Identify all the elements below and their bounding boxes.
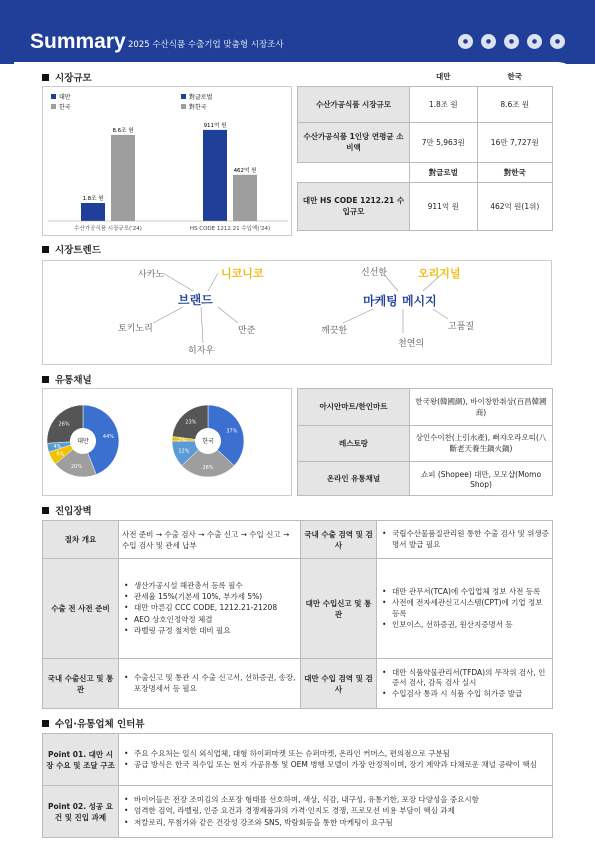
cell: 상인수이찬(上引水產), 뻐쟈오라오띠(八斷老天養生鍋火鍋) — [410, 425, 553, 462]
trend-keyword: 마케팅 메시지 — [363, 294, 437, 308]
cell: 쇼피 (Shopee) 대만, 모모샵(Momo Shop) — [410, 462, 553, 496]
pie-label: 23% — [185, 419, 197, 426]
section-title: 진입장벽 — [55, 506, 92, 517]
row-label: 레스토랑 — [298, 425, 410, 462]
bar-data-label: 1.8조 원 — [82, 196, 104, 202]
list-item: • 엄격한 검역, 라벨링, 인증 요건과 경쟁제품과의 가격·인지도 경쟁, 프로모션 비용 부담이 핵심 과제 — [122, 806, 549, 816]
section-title: 시장규모 — [55, 73, 92, 84]
legend-korea: 對한국 — [189, 104, 207, 111]
trend-word: 사카노 — [138, 270, 165, 280]
cell: 462억 원(1위) — [477, 182, 553, 230]
legend-swatch-kr — [51, 104, 56, 109]
fish-icon: ● — [458, 34, 473, 49]
trend-wordmap — [42, 260, 552, 365]
trend-lines — [43, 261, 553, 366]
row-label: 국내 수출신고 및 통관 — [43, 659, 119, 709]
cell: 1.8조 원 — [410, 86, 478, 122]
channel-pies — [42, 388, 292, 496]
trend-word: 신선한 — [361, 268, 388, 278]
pie-label: 37% — [226, 428, 238, 435]
trend-word: 깨끗한 — [321, 326, 348, 336]
row-label: 수출 전 사전 준비 — [43, 559, 119, 659]
row-label: Point 02. 성공 요건 및 진입 과제 — [43, 786, 119, 838]
shrimp-icon: ● — [481, 34, 496, 49]
list-item: • 주요 수요처는 일식 외식업체, 대형 하이퍼마켓 또는 슈퍼마켓, 온라인 커머스, 편의점으로 구분됨 — [122, 749, 549, 759]
section-entry — [42, 503, 92, 517]
seaweed-icon: ● — [527, 34, 542, 49]
list-item: • 인보이스, 선하증권, 원산지증명서 등 — [380, 620, 549, 630]
section-bullet — [42, 74, 49, 81]
cell: 7만 5,963원 — [410, 122, 478, 162]
col-korea: 對한국 — [477, 162, 553, 182]
list-item: • 라벨링 규정 철저한 대비 필요 — [122, 626, 297, 636]
section-bullet — [42, 720, 49, 727]
cell: 사전 준비 → 수출 검사 → 수출 신고 → 수입 신고 → 수입 검사 및 관세 납부 — [119, 521, 301, 559]
legend-swatch-global — [181, 94, 186, 99]
section-interview — [42, 716, 145, 730]
section-title: 유통채널 — [55, 375, 92, 386]
cell: 911억 원 — [410, 182, 478, 230]
legend-global: 對글로벌 — [189, 94, 213, 101]
row-label: 대만 HS CODE 1212.21 수입규모 — [298, 182, 410, 230]
cell: 8.6조 원 — [477, 86, 553, 122]
row-label: 온라인 유통채널 — [298, 462, 410, 496]
section-title: 수입·유통업체 인터뷰 — [55, 719, 145, 730]
legend-swatch-tw — [51, 94, 56, 99]
list-item: • 수출신고 및 통관 시 수출 신고서, 선하증권, 송장, 포장명세서 등 필요 — [122, 673, 297, 693]
bar-category-label: HS CODE 1212.21 수입액('24) — [189, 226, 271, 232]
row-label: 수산가공식품 시장규모 — [298, 86, 410, 122]
pie-label: 26% — [202, 464, 214, 471]
pie-center-label: 한국 — [202, 438, 214, 445]
section-bullet — [42, 507, 49, 514]
entry-table — [42, 520, 553, 709]
bar — [81, 203, 105, 221]
list-item: • 공급 방식은 한국 직수입 또는 현지 가공유통 및 OEM 병행 모델이 가장 안정적이며, 장기 계약과 다채로운 채널 공략이 핵심 — [122, 760, 549, 770]
interview-table — [42, 733, 553, 838]
pie-label: 44% — [102, 434, 115, 441]
legend-tw: 대만 — [59, 94, 71, 101]
list-item: • 국립수산물품질관리원 통한 수출 검사 및 위생증명서 발급 필요 — [380, 529, 549, 549]
page-title: Summary — [30, 30, 126, 53]
header-icons — [458, 34, 565, 49]
bar-category-label: 수산가공식품 시장규모('24) — [74, 226, 142, 232]
legend-kr: 한국 — [59, 104, 71, 111]
trend-word: 니코니코 — [221, 267, 264, 280]
pie-label: 12% — [178, 448, 190, 455]
list-item: • 수입검사 통과 시 식품 수입 허가증 발급 — [380, 689, 549, 699]
list-item: • 대만 관무서(TCA)에 수입업체 정보 사전 등록 — [380, 587, 549, 597]
bar-data-label: 462억 원 — [233, 167, 257, 174]
list-item: • 생산가공시설 해관총서 등록 필수 — [122, 581, 297, 591]
bar-data-label: 8.6조 원 — [112, 128, 134, 134]
section-channel — [42, 372, 92, 386]
row-label: 절차 개요 — [43, 521, 119, 559]
cell: 한국왕(韓國網), 바이창한취상(百昌韓國商) — [410, 389, 553, 426]
row-label: 대만 수입신고 및 통관 — [301, 559, 377, 659]
trend-word: 고품질 — [448, 322, 475, 332]
market-chart — [42, 86, 292, 236]
can-icon: ● — [504, 34, 519, 49]
list-item: • 바이어들은 전장 조미김의 소포장 형태를 선호하며, 색상, 식감, 내구성, 유통기한, 포장 다양성을 중요시함 — [122, 795, 549, 805]
section-bullet — [42, 246, 49, 253]
trend-word: 천연의 — [398, 339, 425, 349]
section-title: 시장트렌드 — [55, 245, 101, 256]
list-item: • AEO 상호인정약정 체결 — [122, 615, 297, 625]
pie-label: 6% — [56, 451, 65, 458]
market-table — [297, 68, 553, 231]
bar — [203, 130, 227, 221]
row-label: 국내 수출 검역 및 검사 — [301, 521, 377, 559]
col-tw: 대만 — [436, 72, 451, 82]
trend-word: 만준 — [238, 326, 256, 336]
section-trend — [42, 242, 101, 256]
bar-data-label: 911억 원 — [203, 122, 227, 129]
row-label: 수산가공식품 1인당 연평균 소비액 — [298, 122, 410, 162]
pie-center-label: 대만 — [77, 438, 89, 445]
bar — [111, 135, 135, 221]
pie-chart-svg — [43, 389, 293, 497]
list-item: • 대만 마른김 CCC CODE, 1212.21-21208 — [122, 603, 297, 613]
list-item: • 저칼로리, 무첨가와 같은 건강성 강조와 SNS, 박람회등을 통한 마케팅이 요구됨 — [122, 818, 549, 828]
list-item: • 사전에 전자세관신고시스템(CPT)에 기업 정보 등록 — [380, 598, 549, 618]
legend-swatch-korea — [181, 104, 186, 109]
package-icon: ● — [550, 34, 565, 49]
col-global: 對글로벌 — [410, 162, 478, 182]
cell: 16만 7,727원 — [477, 122, 553, 162]
list-item: • 관세율 15%(기본세 10%, 부가세 5%) — [122, 592, 297, 602]
channel-table — [297, 388, 553, 496]
trend-keyword: 브랜드 — [178, 293, 213, 307]
pie-label: 4% — [53, 443, 62, 450]
bar — [233, 175, 257, 221]
trend-word: 토키노리 — [118, 324, 153, 334]
row-label: 아시안마트/한인마트 — [298, 389, 410, 426]
col-kr: 한국 — [507, 72, 522, 82]
trend-word: 오리지널 — [418, 267, 461, 280]
section-bullet — [42, 376, 49, 383]
page-subtitle: 2025 수산식품 수출기업 맞춤형 시장조사 — [128, 40, 284, 50]
pie-label: 20% — [70, 464, 83, 471]
row-label: 대만 수입 검역 및 검사 — [301, 659, 377, 709]
pie-label: 26% — [58, 421, 70, 428]
section-market — [42, 70, 92, 84]
trend-word: 히자우 — [188, 346, 215, 356]
pie-label: 2% — [178, 437, 187, 444]
list-item: • 대만 식품약물관리서(TFDA)의 무작위 검사, 인증서 검사, 감독 검사 실시 — [380, 668, 549, 688]
bar-chart-svg — [43, 87, 293, 237]
row-label: Point 01. 대만 시장 수요 및 조달 구조 — [43, 734, 119, 786]
